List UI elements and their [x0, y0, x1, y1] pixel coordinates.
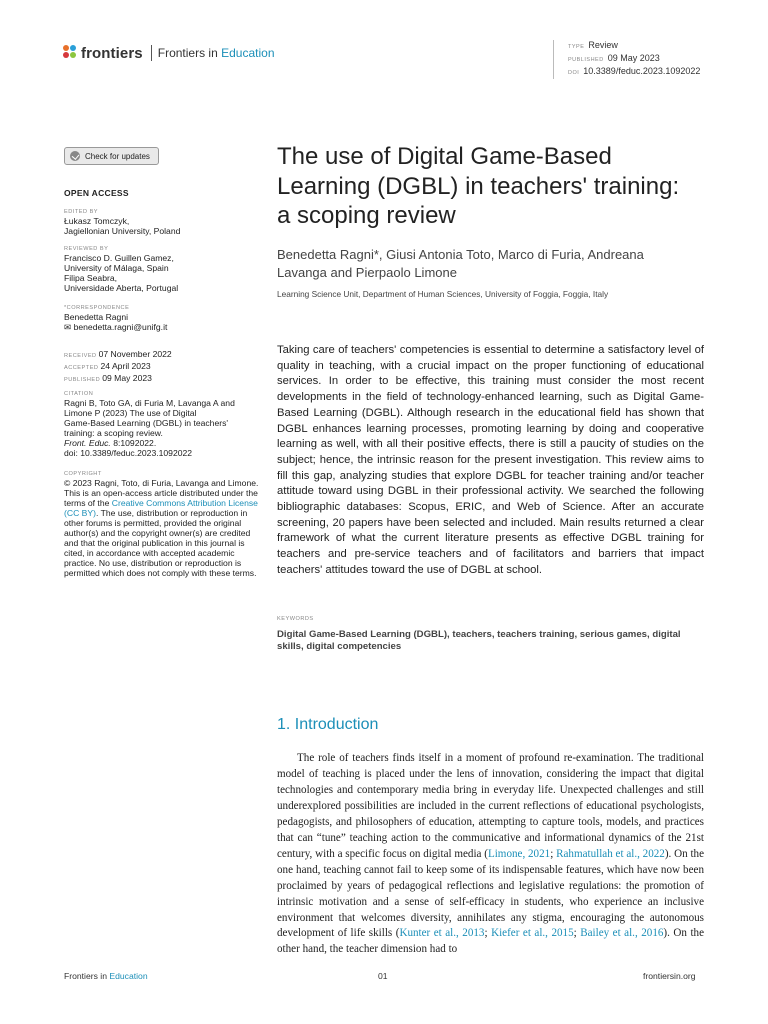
published-value: 09 May 2023	[102, 373, 152, 383]
copyright-text: © 2023 Ragni, Toto, di Furia, Lavanga and Limone. This is an open-access article distributed under the terms of the	[64, 478, 259, 508]
published-value: 09 May 2023	[607, 53, 660, 63]
citation-doi[interactable]: doi: 10.3389/feduc.2023.1092022	[64, 448, 193, 458]
editor-line: Jagiellonian University, Poland	[64, 226, 181, 236]
copyright	[64, 470, 264, 578]
reviewer-line: Universidade Aberta, Portugal	[64, 283, 179, 293]
edited-label: EDITED BY	[64, 209, 99, 215]
citation-line: Game-Based Learning (DGBL) in teachers'	[64, 418, 229, 428]
type-value: Review	[588, 40, 618, 50]
citation-link[interactable]: Kiefer et al., 2015	[491, 927, 574, 940]
footer-site-link[interactable]: frontiersin.org	[643, 971, 696, 981]
reviewed-by	[64, 245, 264, 293]
doi-label: DOI	[568, 70, 580, 76]
citation-line: Limone P (2023) The use of Digital	[64, 408, 197, 418]
doi-value[interactable]: 10.3389/feduc.2023.1092022	[583, 66, 701, 76]
body-text: The role of teachers finds itself in a moment of profound re-examination. The traditional model of teaching is placed under the lens of innovation, considering the impact that digital technologies and contemporary media bring in everyday life. Unexpected challenges and still underexplored possibilities are included in the current reflections of educational psychologists, pedagogists, and philosophers of education, attempting to capture tools, models, and practices that can “tune” teaching action to the communicative and informational dynamics of the 21st century, with a specific focus on digital media (	[277, 752, 704, 860]
frontiers-logo-icon	[63, 45, 77, 61]
accepted-value: 24 April 2023	[100, 361, 151, 371]
keywords-label: KEYWORDS	[277, 616, 314, 622]
section-heading: 1. Introduction	[277, 716, 379, 733]
page-number: 01	[378, 971, 388, 981]
open-access-label: OPEN ACCESS	[64, 188, 129, 198]
citation-link[interactable]: Limone, 2021	[487, 847, 551, 860]
body-text: ). On the other hand, the teacher dimension had to	[277, 927, 704, 956]
article-title: The use of Digital Game-Based Learning (DGBL) in teachers' training: a scoping review	[277, 143, 680, 229]
reviewer-line: University of Málaga, Spain	[64, 263, 169, 273]
correspondence-email: benedetta.ragni@unifg.it	[73, 322, 168, 332]
citation-label: CITATION	[64, 391, 94, 397]
citation-link[interactable]: Bailey et al., 2016	[580, 927, 664, 940]
accepted-label: ACCEPTED	[64, 365, 99, 371]
keywords: Digital Game-Based Learning (DGBL), teachers, teachers training, serious games, digital skills, digital competencies	[277, 629, 681, 652]
citation-line: Ragni B, Toto GA, di Furia M, Lavanga A and	[64, 398, 235, 408]
body-text: ). On the one hand, teaching cannot fail to keep some of its indispensable features, which have now been proclaimed by years of pedagogical reflections and legislative regulations: the promotion of intrinsic motivation and a sense of self-efficacy in students, who experience an inclusive environment that welcomes diversity, annihilates any stigma, encouraging the autonomous development of life skills (	[277, 847, 704, 940]
published-label: PUBLISHED	[568, 57, 604, 63]
article-meta	[553, 40, 700, 79]
reviewer-line: Filipa Seabra,	[64, 273, 118, 283]
copyright-text-end: . The use, distribution or reproduction in other forums is permitted, provided the original author(s) and the copyright owner(s) are credited and that the original publication in this journal is cited, in accordance with accepted academic practice. No use, distribution or reproduction is permitted which does not comply with these terms.	[64, 508, 257, 578]
citation-journal: Front. Educ.	[64, 438, 111, 448]
journal-header	[63, 43, 275, 63]
citation-separator: ;	[484, 927, 492, 940]
license-link[interactable]: Creative Commons Attribution License (CC BY)	[64, 498, 258, 518]
journal-name: Education	[221, 46, 275, 60]
copyright-label: COPYRIGHT	[64, 471, 102, 477]
editor-line: Łukasz Tomczyk,	[64, 216, 130, 226]
citation-volume: 8:1092022.	[113, 438, 157, 448]
correspondence	[64, 304, 264, 332]
published-label: PUBLISHED	[64, 377, 101, 383]
header-divider	[151, 45, 152, 61]
received-label: RECEIVED	[64, 353, 97, 359]
footer-journal	[64, 971, 148, 981]
affiliation: Learning Science Unit, Department of Human Sciences, University of Foggia, Foggia, Italy	[277, 289, 609, 299]
citation-line: training: a scoping review.	[64, 428, 163, 438]
reviewer-line: Francisco D. Guillen Gamez,	[64, 253, 174, 263]
abstract: Taking care of teachers' competencies is essential to determine a satisfactory level of quality in teaching, with a crucial impact on the proper functioning of educational services. In order to be effective, this training must consider the most recent developments in the field of technology-enhanced learning, such as Digital Game-Based Learning (DGBL). Although research in the educational field has shown that DGBL enhances learning processes, promoting learning by doing and cooperative learning as well, with all their positive effects, there is still a paucity of studies on the subject; hence, the intrinsic reason for the present investigation. This review aims to fill this gap, analyzing studies that explore DGBL for teacher training and/or teacher attitude toward using DGBL in their professional activity. We searched the following bibliographic databases: Scopus, ERIC, and Web of Science. After an accurate screening, 20 papers have been selected and included. Main results returned a clear framework of what the current literature presents as effective DGBL training for teachers and pre-service teachers and of facilitators and barriers that impact teachers' attitudes toward the use of DGBL at school.	[277, 344, 704, 576]
citation-link[interactable]: Rahmatullah et al., 2022	[556, 847, 665, 860]
envelope-icon: ✉	[64, 322, 72, 332]
brand-name: frontiers	[81, 44, 143, 62]
check-updates-label: Check for updates	[85, 151, 150, 161]
citation-link[interactable]: Kunter et al., 2013	[399, 927, 485, 940]
footer-journal-prefix: Frontiers in	[64, 971, 107, 981]
article-dates	[64, 349, 264, 385]
check-updates-button[interactable]	[64, 147, 159, 165]
citation-separator: ;	[550, 847, 557, 860]
journal-prefix: Frontiers in	[157, 46, 218, 60]
correspondence-label: *CORRESPONDENCE	[64, 305, 130, 311]
journal-title[interactable]	[158, 46, 275, 60]
reviewed-label: REVIEWED BY	[64, 246, 109, 252]
body-paragraph	[277, 751, 704, 958]
citation	[64, 390, 264, 458]
author-list: Benedetta Ragni*, Giusi Antonia Toto, Marco di Furia, Andreana Lavanga and Pierpaolo Limone	[277, 247, 644, 280]
edited-by	[64, 208, 264, 236]
footer-journal-name: Education	[109, 971, 148, 981]
type-label: TYPE	[568, 44, 585, 50]
correspondence-email-row[interactable]	[64, 322, 264, 332]
citation-separator: ;	[573, 927, 581, 940]
correspondence-name: Benedetta Ragni	[64, 312, 129, 322]
check-updates-icon	[70, 151, 80, 161]
received-value: 07 November 2022	[98, 349, 172, 359]
